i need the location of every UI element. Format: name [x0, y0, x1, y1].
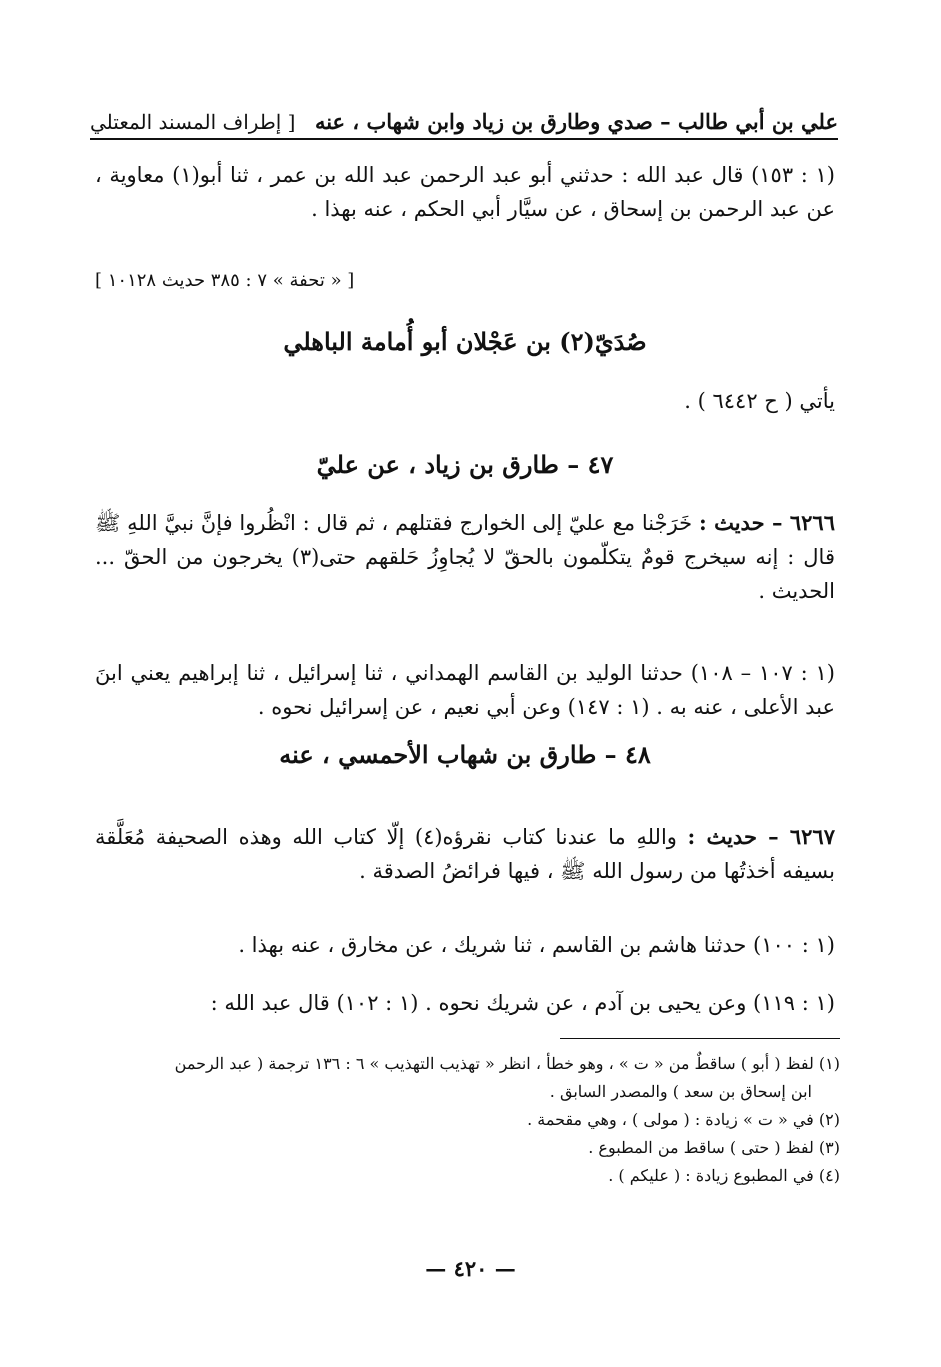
hadith-text: واللهِ ما عندنا كتاب نقرؤه(٤) إلّا كتاب الله وهذه الصحيفة مُعَلَّقة بسيفه أخذتُها من رسول الله ﷺ ، فيها فرائضُ الصدقة . [95, 825, 835, 884]
paragraph-100: (١ : ١٠٠) حدثنا هاشم بن القاسم ، ثنا شريك ، عن مخارق ، عنه بهذا . [238, 933, 835, 957]
header-book-title: [ إطراف المسند المعتلي [90, 110, 296, 134]
footnotes [95, 1050, 840, 1190]
footnote-3: (٣) لفظ ( حتى ) ساقط من المطبوع . [588, 1138, 840, 1157]
paragraph-107: (١ : ١٠٧ – ١٠٨) حدثنا الوليد بن القاسم الهمداني ، ثنا إسرائيل ، ثنا إبراهيم يعني ابنَ عبد الأعلى ، عنه به . (١ : ١٤٧) وعن أبي نعيم ، عن إسرائيل نحوه . [95, 661, 835, 720]
header-section-title: علي بن أبي طالب – صدي وطارق بن زياد وابن شهاب ، عنه [314, 109, 838, 134]
hadith-number: ٦٢٦٦ – حديث : [698, 510, 835, 535]
footnote-1: (١) لفظ ( أبو ) ساقطٌ من « ت » ، وهو خطأ ، انظر « تهذيب التهذيب » ٦ : ١٣٦ ترجمة ( عبد الرحمن [174, 1054, 840, 1073]
section-title-48: ٤٨ – طارق بن شهاب الأحمسي ، عنه [279, 740, 651, 769]
cross-reference: يأتي ( ح ٦٤٤٢ ) . [684, 389, 835, 413]
paragraph-119: (١ : ١١٩) وعن يحيى بن آدم ، عن شريك نحوه . (١ : ١٠٢) قال عبد الله : [210, 991, 835, 1015]
paragraph-153: (١ : ١٥٣) قال عبد الله : حدثني أبو عبد الرحمن عبد الله بن عمر ، ثنا أبو(١) معاوية ، عن عبد الرحمن بن إسحاق ، عن سيَّار أبي الحكم ، عنه بهذا . [95, 163, 835, 222]
hadith-6267 [95, 820, 835, 888]
hadith-text: خَرَجْنا مع عليّ إلى الخوارج فقتلهم ، ثم قال : انْظُروا فإنَّ نبيَّ اللهِ ﷺ قال : إنه سيخرج قومٌ يتكلّمون بالحقّ لا يُجاوِزُ حَلقهم حتى(٣) يخرجون من الحقّ ... الحديث . [95, 511, 835, 604]
footnote-4: (٤) في المطبوع زيادة : ( عليكم ) . [608, 1166, 840, 1185]
footnote-1-continued: ابن إسحاق بن سعد ) والمصدر السابق . [549, 1082, 812, 1101]
section-title-sudayy: صُدَيّ(٢) بن عَجْلان أبو أُمامة الباهلي [283, 327, 647, 356]
footnote-divider [560, 1038, 840, 1039]
hadith-number: ٦٢٦٧ – حديث : [687, 824, 835, 849]
page-number: — ٤٢٠ — [425, 1256, 516, 1281]
running-header [90, 98, 838, 140]
section-title-47: ٤٧ – طارق بن زياد ، عن عليّ [316, 450, 614, 479]
footnote-2: (٢) في « ت » زيادة : ( مولى ) ، وهي مقحمة . [527, 1110, 840, 1129]
hadith-6266 [95, 506, 835, 608]
tuhfa-reference: [ « تحفة » ٧ : ٣٨٥ حديث ١٠١٢٨ ] [95, 270, 355, 291]
